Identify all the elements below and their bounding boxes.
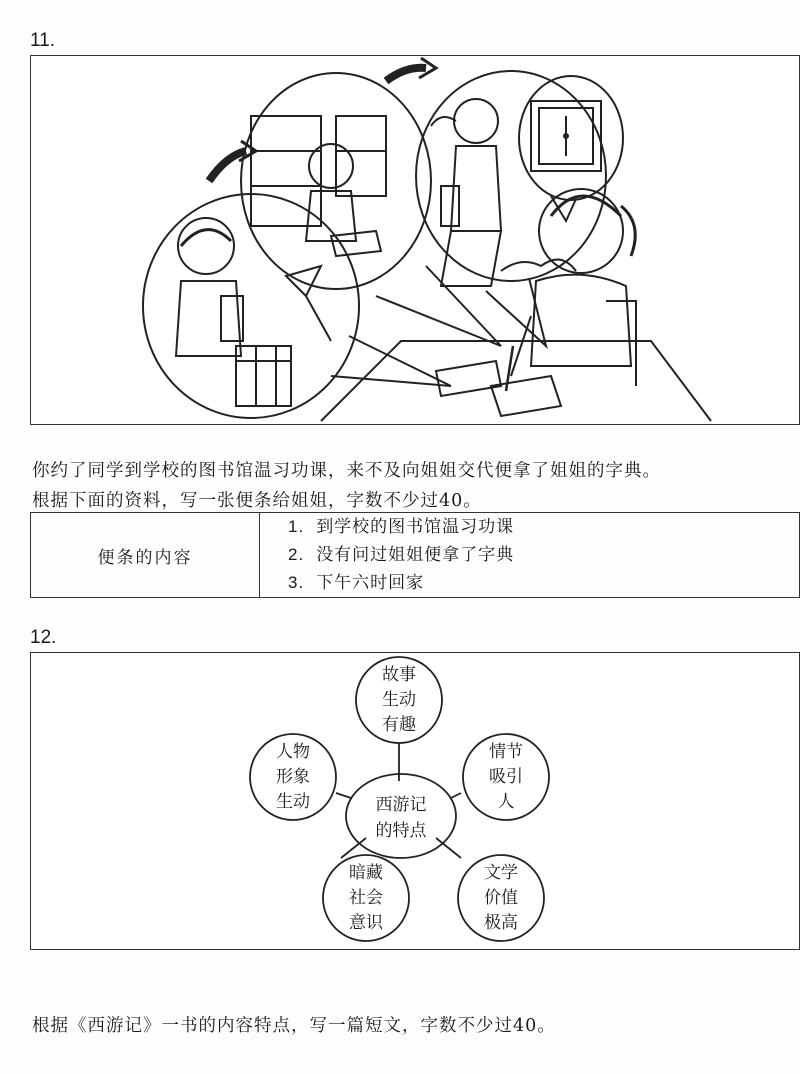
comic-illustration (31, 56, 798, 423)
node-text: 极高 (484, 913, 518, 933)
center-node (346, 774, 456, 858)
note-content-items (260, 513, 800, 598)
center-node-line-2: 的特点 (375, 821, 427, 841)
mindmap-diagram (31, 653, 798, 948)
question-11-instruction-line-2: 根据下面的资料，写一张便条给姐姐，字数不少过40。 (32, 491, 482, 511)
node-text: 形象 (276, 767, 310, 787)
node-text: 社会 (349, 888, 383, 908)
question-11-instruction-line-1: 你约了同学到学校的图书馆温习功课，来不及向姐姐交代便拿了姐姐的字典。 (32, 461, 661, 481)
node-text: 故事 (382, 665, 416, 685)
node-text: 吸引 (489, 767, 523, 787)
node-text: 人 (497, 792, 515, 812)
question-12-instruction: 根据《西游记》一书的内容特点，写一篇短文，字数不少过40。 (32, 1016, 556, 1036)
node-text: 意识 (349, 913, 383, 933)
node-text: 生动 (382, 690, 416, 710)
question-number-12: 12. (30, 627, 57, 648)
node-text: 情节 (489, 742, 523, 762)
node-text: 暗藏 (349, 863, 383, 883)
note-content-table (30, 512, 800, 598)
illustration-frame (30, 55, 800, 425)
node-text: 有趣 (382, 715, 416, 735)
node-text: 价值 (484, 888, 518, 908)
note-item: 3. 下午六时回家 (288, 573, 425, 593)
center-node-line-1: 西游记 (375, 795, 427, 815)
note-item: 2. 没有问过姐姐便拿了字典 (288, 545, 515, 565)
node-text: 人物 (276, 742, 310, 762)
note-item: 1. 到学校的图书馆温习功课 (288, 517, 515, 537)
question-number-11: 11. (30, 30, 56, 51)
note-content-label: 便条的内容 (31, 513, 260, 598)
mindmap-frame (30, 652, 800, 950)
node-text: 生动 (276, 792, 310, 812)
node-text: 文学 (484, 863, 518, 883)
